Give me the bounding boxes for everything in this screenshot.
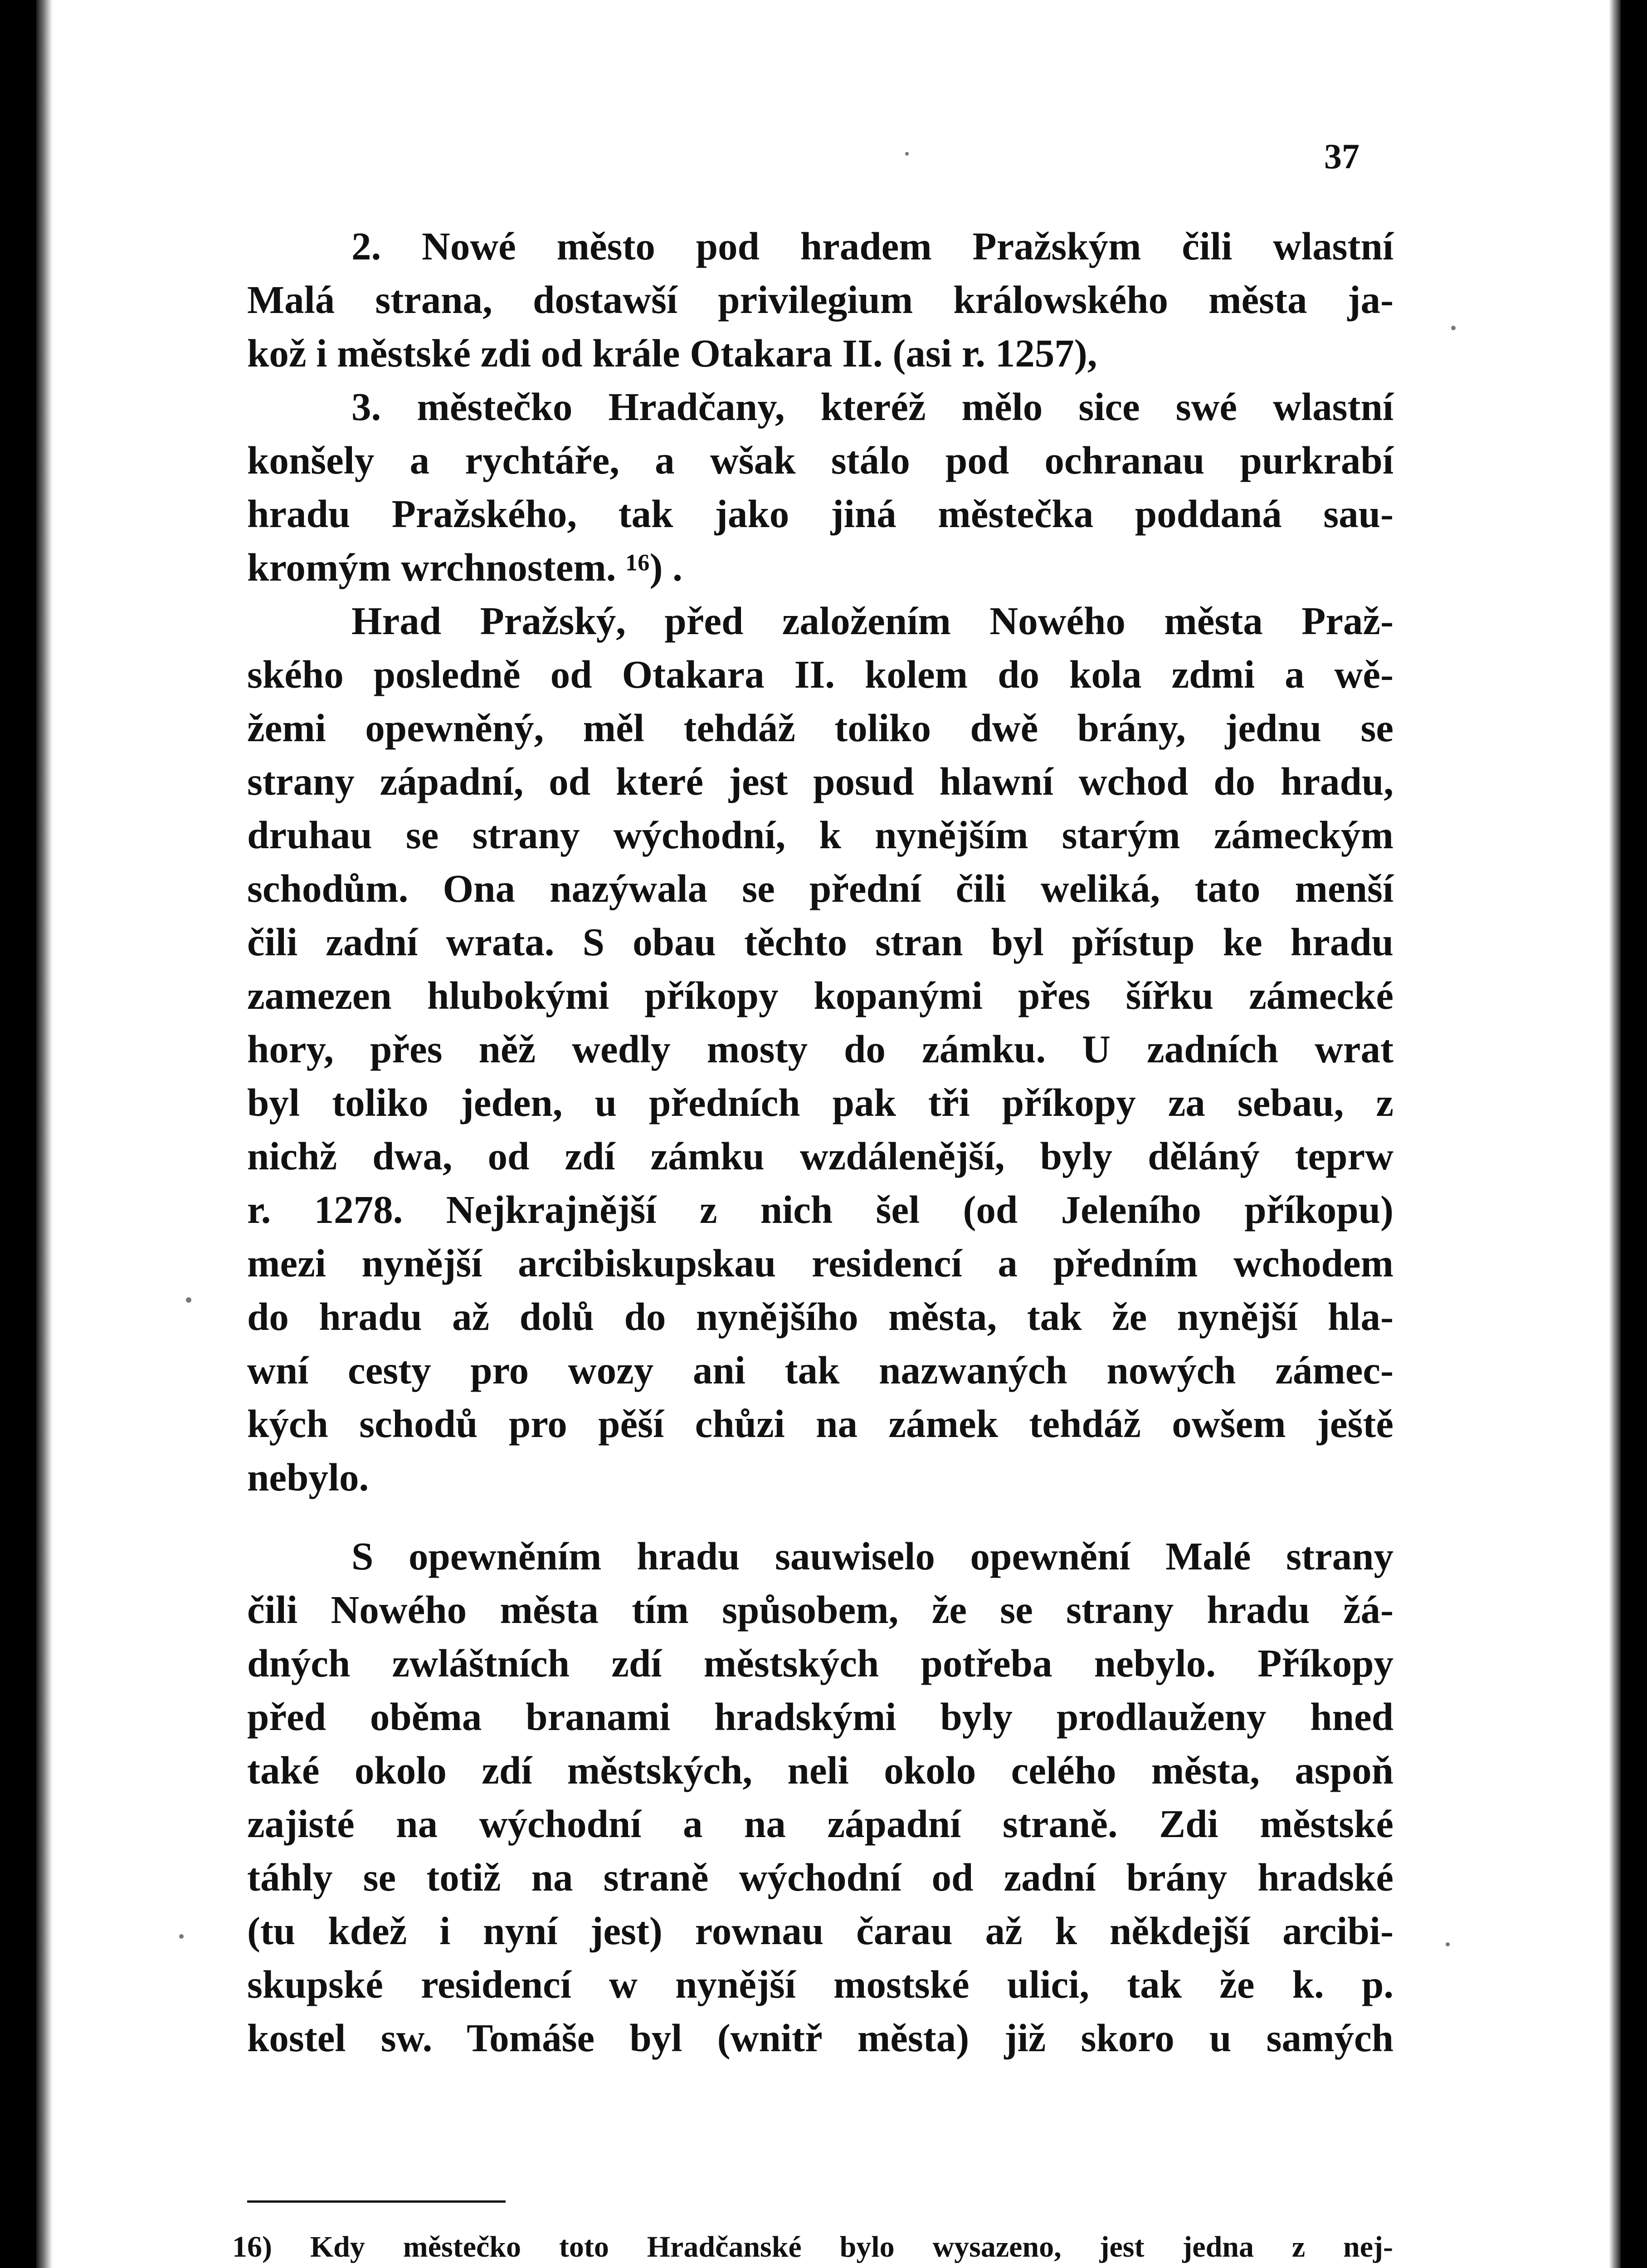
text-line: Malá strana, dostawší privilegium králowského města ja- <box>247 278 1394 322</box>
dust-speck <box>905 152 909 156</box>
text-line: r. 1278. Nejkrajnější z nich šel (od Jeleního příkopu) <box>247 1188 1394 1232</box>
paragraph <box>247 594 1394 1504</box>
text-line: hory, přes něž wedly mosty do zámku. U zadních wrat <box>247 1027 1394 1071</box>
text-line: do hradu až dolů do nynějšího města, tak že nynější hla- <box>247 1295 1394 1339</box>
text-line: 2. Nowé město pod hradem Pražským čili wlastní <box>351 224 1394 268</box>
page-number: 37 <box>1324 137 1360 176</box>
text-line: S opewněním hradu sauwiselo opewnění Malé strany <box>351 1534 1394 1578</box>
text-line: dných zwláštních zdí městských potřeba nebylo. Příkopy <box>247 1641 1394 1685</box>
text-line: také okolo zdí městských, neli okolo celého města, aspoň <box>247 1748 1394 1792</box>
text-line: kromým wrchnostem. ¹⁶) . <box>247 545 682 589</box>
text-line: nebylo. <box>247 1455 369 1499</box>
footnote-rule <box>247 2200 506 2203</box>
text-line: schodům. Ona nazýwala se přední čili weliká, tato menší <box>247 866 1394 910</box>
footnote <box>232 2224 1393 2268</box>
scan-border-left-edge <box>36 0 53 2268</box>
text-line: byl toliko jeden, u předních pak tři příkopy za sebau, z <box>247 1080 1394 1124</box>
scan-border-right-edge <box>1609 0 1621 2268</box>
dust-speck <box>1446 1942 1450 1946</box>
text-line: zamezen hlubokými příkopy kopanými přes šířku zámecké <box>247 973 1394 1017</box>
text-line: hradu Pražského, tak jako jiná městečka poddaná sau- <box>247 492 1394 536</box>
text-line: konšely a rychtáře, a wšak stálo pod ochranau purkrabí <box>247 438 1394 482</box>
paragraph <box>247 1530 1394 2065</box>
text-line: 3. městečko Hradčany, kteréž mělo sice swé wlastní <box>351 385 1394 429</box>
scan-border-right <box>1621 0 1647 2268</box>
text-line: kož i městské zdi od krále Otakara II. (asi r. 1257), <box>247 331 1097 375</box>
scan-border-left <box>0 0 36 2268</box>
body-text <box>247 220 1394 2065</box>
dust-speck <box>179 1934 184 1939</box>
text-line: ského posledně od Otakara II. kolem do kola zdmi a wě- <box>247 652 1394 696</box>
paragraph <box>247 380 1394 594</box>
text-line: skupské residencí w nynější mostské ulici, tak že k. p. <box>247 1962 1394 2006</box>
text-line: zajisté na wýchodní a na západní straně. Zdi městské <box>247 1802 1394 1846</box>
text-line: strany západní, od které jest posud hlawní wchod do hradu, <box>247 759 1394 803</box>
footnote-line: 16) Kdy městečko toto Hradčanské bylo wysazeno, jest jedna z nej- <box>232 2230 1393 2263</box>
text-line: nichž dwa, od zdí zámku wzdálenější, byly děláný teprw <box>247 1134 1394 1178</box>
text-line: čili zadní wrata. S obau těchto stran byl přístup ke hradu <box>247 920 1394 964</box>
paragraph-gap <box>247 1504 1394 1530</box>
paragraph <box>247 220 1394 380</box>
text-line: druhau se strany wýchodní, k nynějším starým zámeckým <box>247 813 1394 857</box>
text-line: Hrad Pražský, před založením Nowého města Praž- <box>351 599 1394 643</box>
text-line: mezi nynější arcibiskupskau residencí a předním wchodem <box>247 1241 1394 1285</box>
text-line: žemi opewněný, měl tehdáž toliko dwě brány, jednu se <box>247 706 1394 750</box>
text-line: před oběma branami hradskými byly prodlauženy hned <box>247 1695 1394 1739</box>
text-line: kostel sw. Tomáše byl (wnitř města) již skoro u samých <box>247 2016 1394 2060</box>
text-line: čili Nowého města tím spůsobem, že se strany hradu žá- <box>247 1588 1394 1632</box>
dust-speck <box>1451 326 1456 330</box>
dust-speck <box>186 1297 191 1303</box>
text-line: (tu kdež i nyní jest) rownau čarau až k někdejší arcibi- <box>247 1909 1394 1953</box>
text-line: wní cesty pro wozy ani tak nazwaných nowých zámec- <box>247 1348 1394 1392</box>
text-line: kých schodů pro pěší chůzi na zámek tehdáž owšem ještě <box>247 1402 1394 1446</box>
text-line: táhly se totiž na straně wýchodní od zadní brány hradské <box>247 1855 1394 1899</box>
